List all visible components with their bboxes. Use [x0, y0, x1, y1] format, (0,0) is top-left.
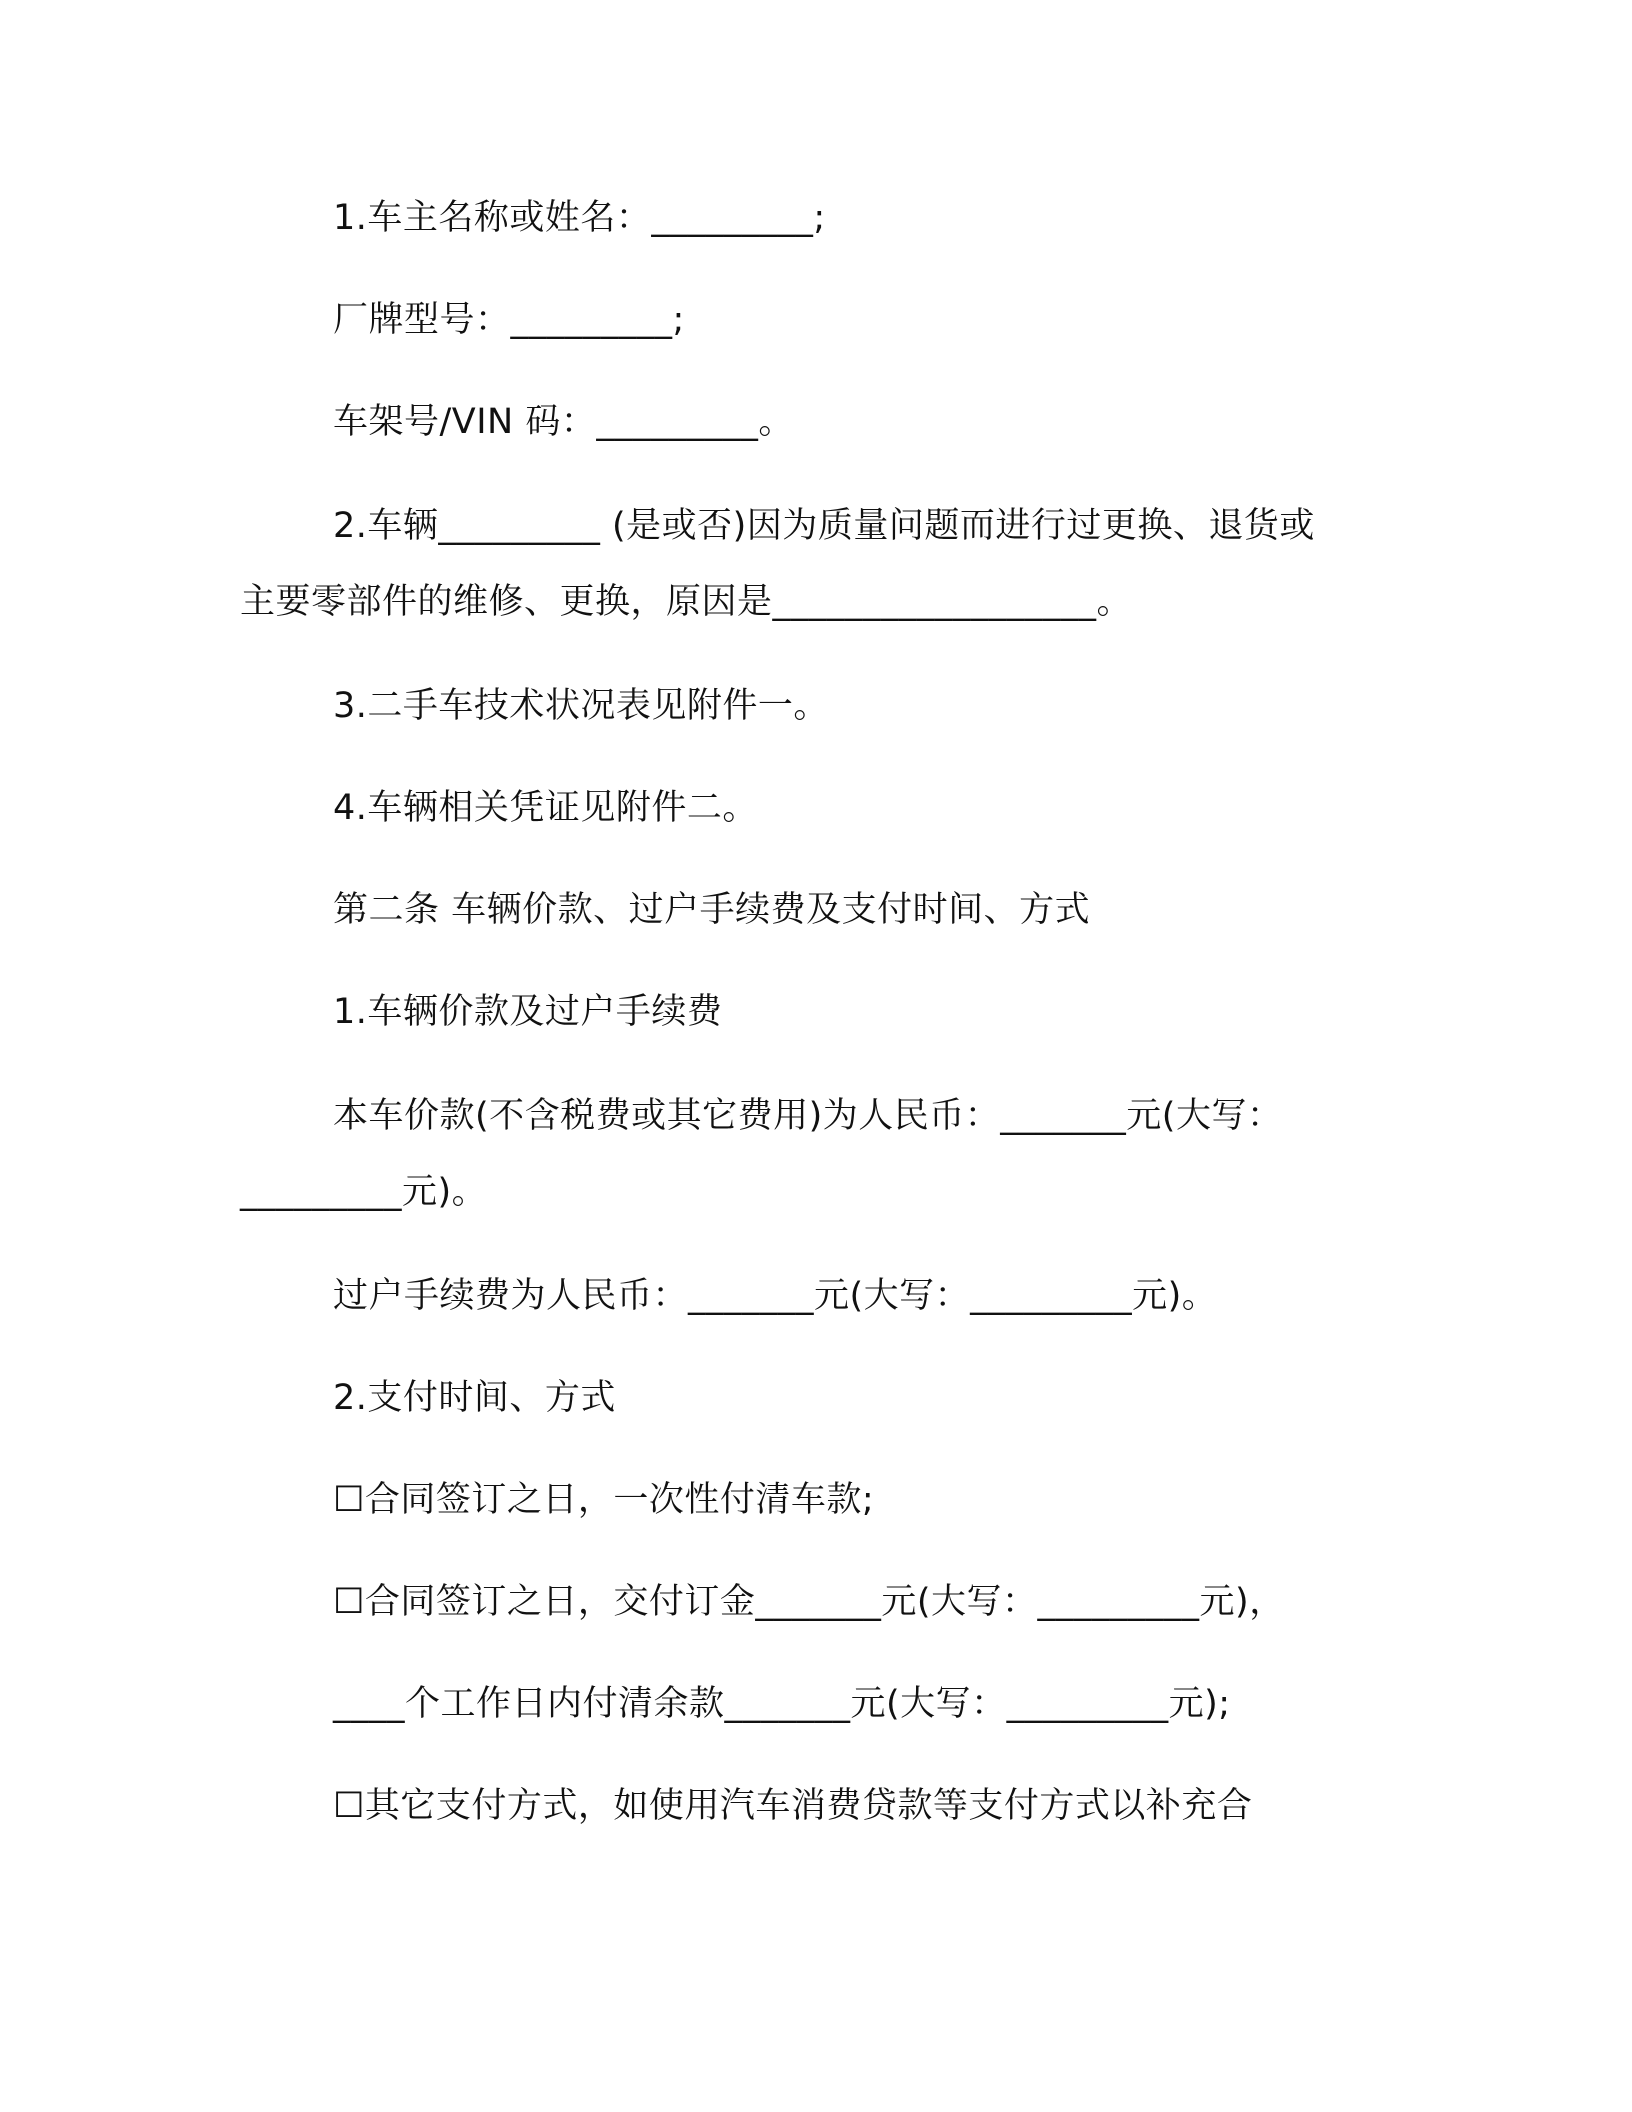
payment-option-deposit: ☐合同签订之日，交付订金_______元(大写：_________元)，: [333, 1582, 1285, 1622]
owner-name-line: 1.车主名称或姓名：_________;: [333, 198, 826, 238]
quality-issue-line: 2.车辆_________ (是或否)因为质量问题而进行过更换、退货或: [333, 506, 1315, 546]
attachment-one-line: 3.二手车技术状况表见附件一。: [333, 686, 829, 726]
payment-option-other: ☐其它支付方式，如使用汽车消费贷款等支付方式以补充合: [333, 1786, 1253, 1826]
article-two-heading: 第二条 车辆价款、过户手续费及支付时间、方式: [333, 890, 1091, 930]
payment-option-full: ☐合同签订之日，一次性付清车款;: [333, 1480, 875, 1520]
price-fee-heading: 1.车辆价款及过户手续费: [333, 992, 723, 1032]
quality-issue-line-cont: 主要零部件的维修、更换，原因是__________________。: [240, 582, 1133, 622]
transfer-fee-line: 过户手续费为人民币：_______元(大写：_________元)。: [333, 1276, 1218, 1316]
vehicle-price-line: 本车价款(不含税费或其它费用)为人民币：_______元(大写：: [333, 1096, 1283, 1136]
vehicle-price-line-cont: _________元)。: [240, 1172, 488, 1212]
payment-heading: 2.支付时间、方式: [333, 1378, 616, 1418]
vin-line: 车架号/VIN 码：_________。: [333, 402, 794, 442]
payment-option-deposit-cont: ____个工作日内付清余款_______元(大写：_________元);: [333, 1684, 1231, 1724]
attachment-two-line: 4.车辆相关凭证见附件二。: [333, 788, 758, 828]
brand-model-line: 厂牌型号：_________;: [333, 300, 685, 340]
